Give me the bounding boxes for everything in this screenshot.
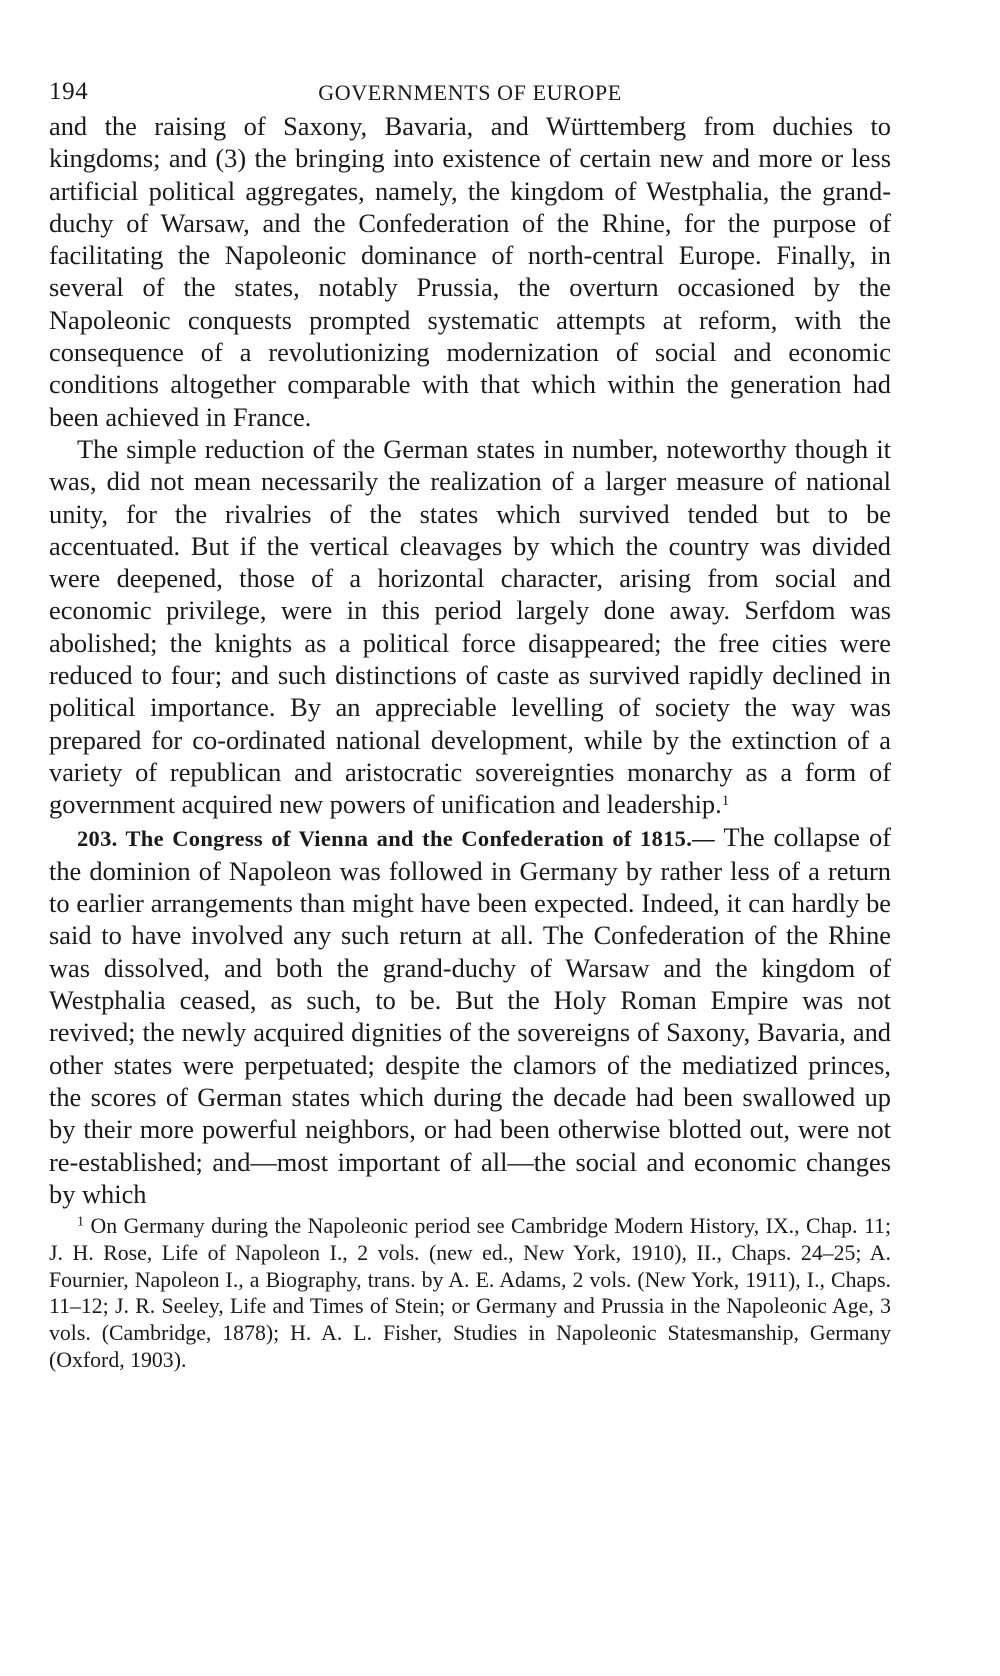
paragraph-3-text: The collapse of the dominion of Napoleon was followed in Germany by rather less of a return to earlier arrangements than might have been expected. Indeed, it can hardly be said to have involved any such return at all. The Confederation of the Rhine was dissolved, and both the grand-duchy of Warsaw and the kingdom of Westphalia ceased, as such, to be. But the Holy Roman Empire was not revived; the newly acquired dignities of the sovereigns of Saxony, Bavaria, and other states were perpetuated; despite the clamors of the mediatized princes, the scores of German states which during the decade had been swallowed up by their more powerful neighbors, or had been otherwise blotted out, were not re-established; and—most important of all—the social and economic changes by which <box>49 821 891 1209</box>
footnote-mark: 1 <box>77 1214 84 1230</box>
footnote-reference: 1 <box>721 792 730 809</box>
book-page <box>49 70 891 1373</box>
section-paragraph <box>49 821 891 1211</box>
page-header <box>49 70 891 110</box>
footnotes <box>49 1213 891 1373</box>
paragraph-1-text: and the raising of Saxony, Bavaria, and Württemberg from duchies to kingdoms; and (3) the bringing into existence of certain new and more or less artificial political aggregates, namely, the kingdom of Westphalia, the grand-duchy of Warsaw, and the Confederation of the Rhine, for the purpose of facilitating the Napoleonic dominance of north-central Europe. Finally, in several of the states, notably Prussia, the overturn occasioned by the Napoleonic conquests prompted systematic attempts at reform, with the consequence of a revolutionizing modernization of social and economic conditions altogether comparable with that which within the generation had been achieved in France. <box>49 111 891 432</box>
paragraph-2-text: The simple reduction of the German states in number, noteworthy though it was, did not mean necessarily the realization of a larger measure of national unity, for the rivalries of the states which survived tended but to be accentuated. But if the vertical cleavages by which the country was divided were deepened, those of a horizontal character, arising from social and economic privilege, were in this period largely done away. Serfdom was abolished; the knights as a political force disappeared; the free cities were reduced to four; and such distinctions of caste as survived rapidly declined in political importance. By an appreciable levelling of society the way was prepared for co-ordinated national development, while by the extinction of a variety of republican and aristocratic sovereignties monarchy as a form of government acquired new powers of unification and leadership. <box>49 433 891 820</box>
paragraph-continuation <box>49 110 891 433</box>
section-heading: 203. The Congress of Vienna and the Confederation of 1815.— <box>77 825 715 851</box>
body-text <box>49 110 891 1210</box>
footnote <box>49 1213 891 1373</box>
footnote-text: On Germany during the Napoleonic period see Cambridge Modern History, IX., Chap. 11; J. H. Rose, Life of Napoleon I., 2 vols. (new ed., New York, 1910), II., Chaps. 24–25; A. Fournier, Napoleon I., a Biography, trans. by A. E. Adams, 2 vols. (New York, 1911), I., Chaps. 11–12; J. R. Seeley, Life and Times of Stein; or Germany and Prussia in the Napoleonic Age, 3 vols. (Cambridge, 1878); H. A. L. Fisher, Studies in Napoleonic Statesmanship, Germany (Oxford, 1903). <box>49 1214 891 1372</box>
page-number: 194 <box>49 78 89 105</box>
running-head: GOVERNMENTS OF EUROPE <box>318 80 622 105</box>
paragraph <box>49 433 891 821</box>
